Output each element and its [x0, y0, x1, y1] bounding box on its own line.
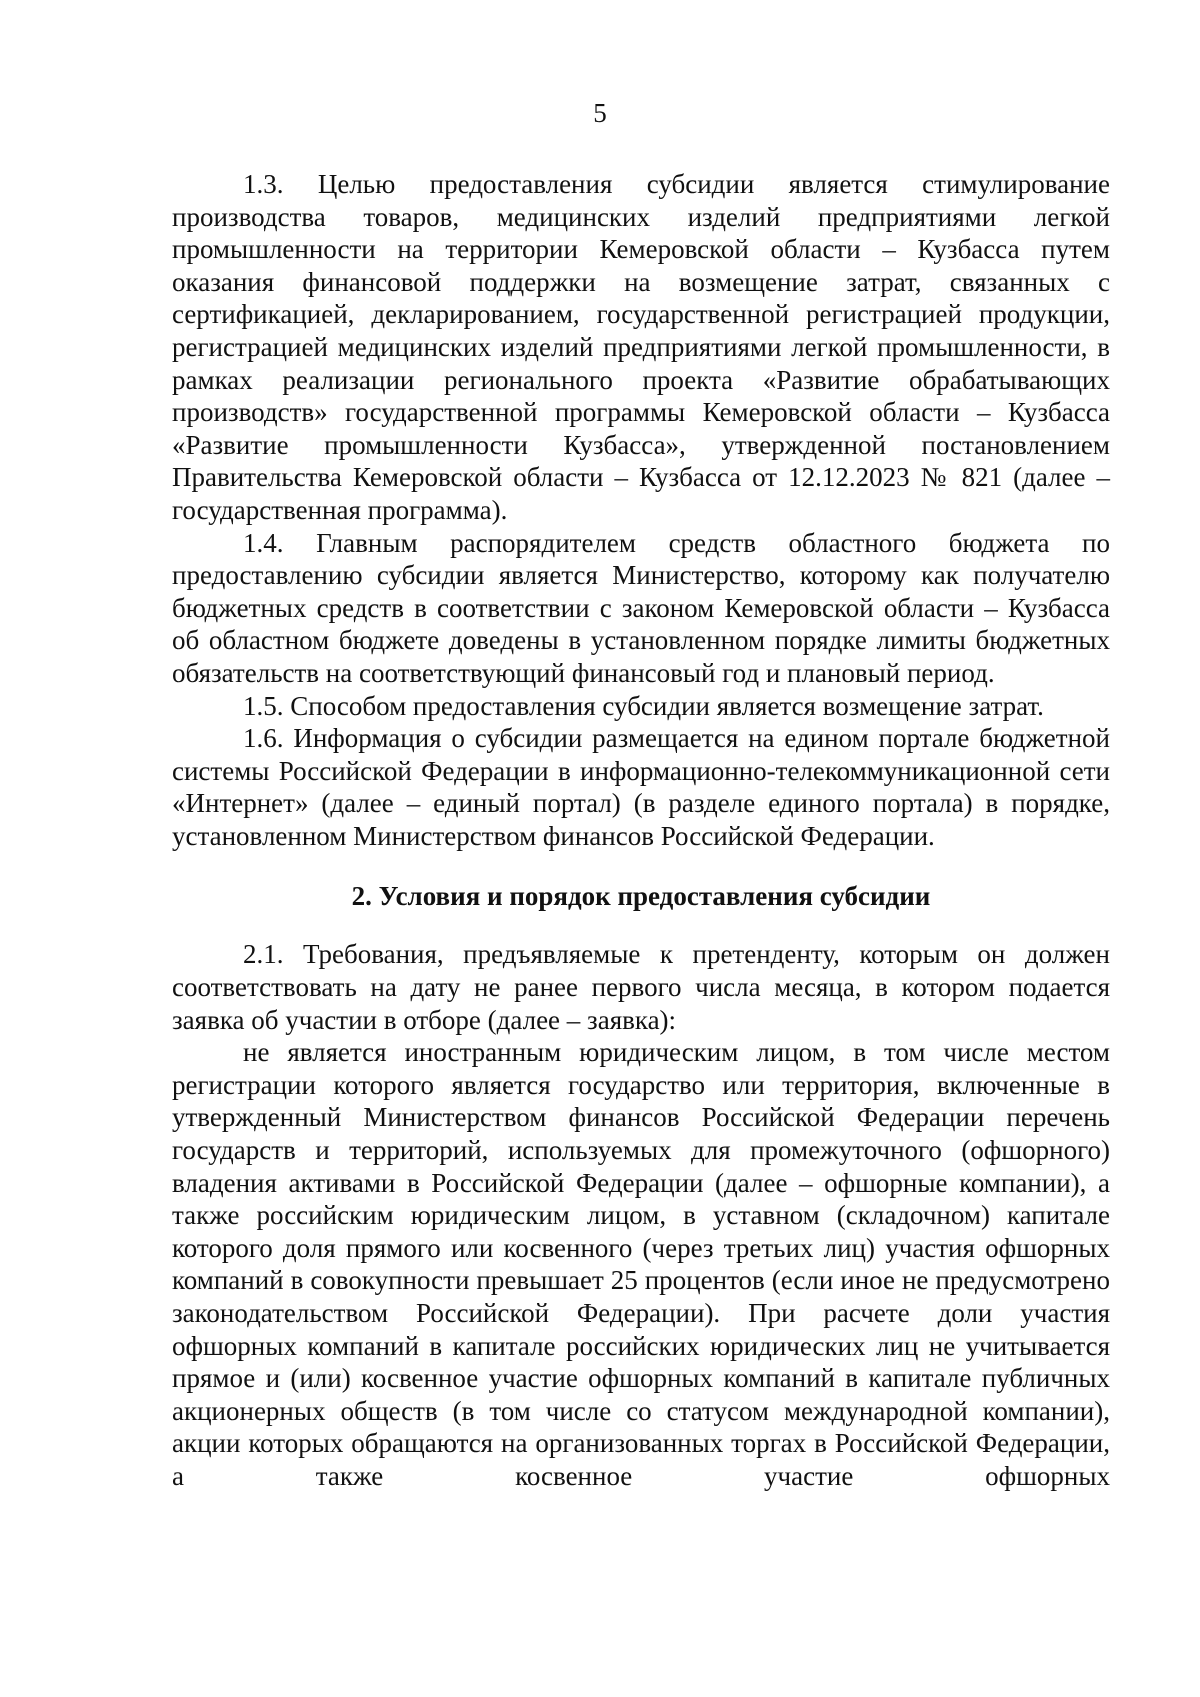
- paragraph-1-4: 1.4. Главным распорядителем средств областного бюджета по предоставлению субсидии является Министерство, которому как получателю бюджетных средств в соответствии с законом Кемеровской области – Кузбасса об областном бюджете доведены в установленном порядке лимиты бюджетных обязательств на соответствующий финансовый год и плановый период.: [172, 527, 1110, 688]
- paragraph-2-1-offshore-requirement: не является иностранным юридическим лицом, в том числе местом регистрации которого является государство или территория, включенные в утвержденный Министерством финансов Российской Федерации перечень государств и территорий, используемых для промежуточного (офшорного) владения активами в Российской Федерации (далее – офшорные компании), а также российским юридическим лицом, в уставном (складочном) капитале которого доля прямого или косвенного (через третьих лиц) участия офшорных компаний в совокупности превышает 25 процентов (если иное не предусмотрено законодательством Российской Федерации). При расчете доли участия офшорных компаний в капитале российских юридических лиц не учитывается прямое и (или) косвенное участие офшорных компаний в капитале публичных акционерных обществ (в том числе со статусом международной компании), акции которых обращаются на организованных торгах в Российской Федерации, а также косвенное участие офшорных: [172, 1037, 1110, 1491]
- section-2-heading: 2. Условия и порядок предоставления субсидии: [351, 881, 931, 912]
- document-body: [172, 168, 1110, 1493]
- paragraph-1-6: 1.6. Информация о субсидии размещается на едином портале бюджетной системы Российской Федерации в информационно-телекоммуникационной сети «Интернет» (далее – единый портал) (в разделе единого портала) в порядке, установленном Министерством финансов Российской Федерации.: [172, 723, 1110, 851]
- paragraph-2-1: 2.1. Требования, предъявляемые к претенденту, которым он должен соответствовать на дату не ранее первого числа месяца, в котором подается заявка об участии в отборе (далее – заявка):: [172, 939, 1110, 1035]
- paragraph-1-5: 1.5. Способом предоставления субсидии является возмещение затрат.: [243, 690, 1044, 721]
- paragraph-1-3: 1.3. Целью предоставления субсидии является стимулирование производства товаров, медицинских изделий предприятиями легкой промышленности на территории Кемеровской области – Кузбасса путем оказания финансовой поддержки на возмещение затрат, связанных с сертификацией, декларированием, государственной регистрацией продукции, регистрацией медицинских изделий предприятиями легкой промышленности, в рамках реализации регионального проекта «Развитие обрабатывающих производств» государственной программы Кемеровской области – Кузбасса «Развитие промышленности Кузбасса», утвержденной постановлением Правительства Кемеровской области – Кузбасса от 12.12.2023 № 821 (далее – государственная программа).: [172, 169, 1110, 525]
- page-number: 5: [593, 98, 607, 128]
